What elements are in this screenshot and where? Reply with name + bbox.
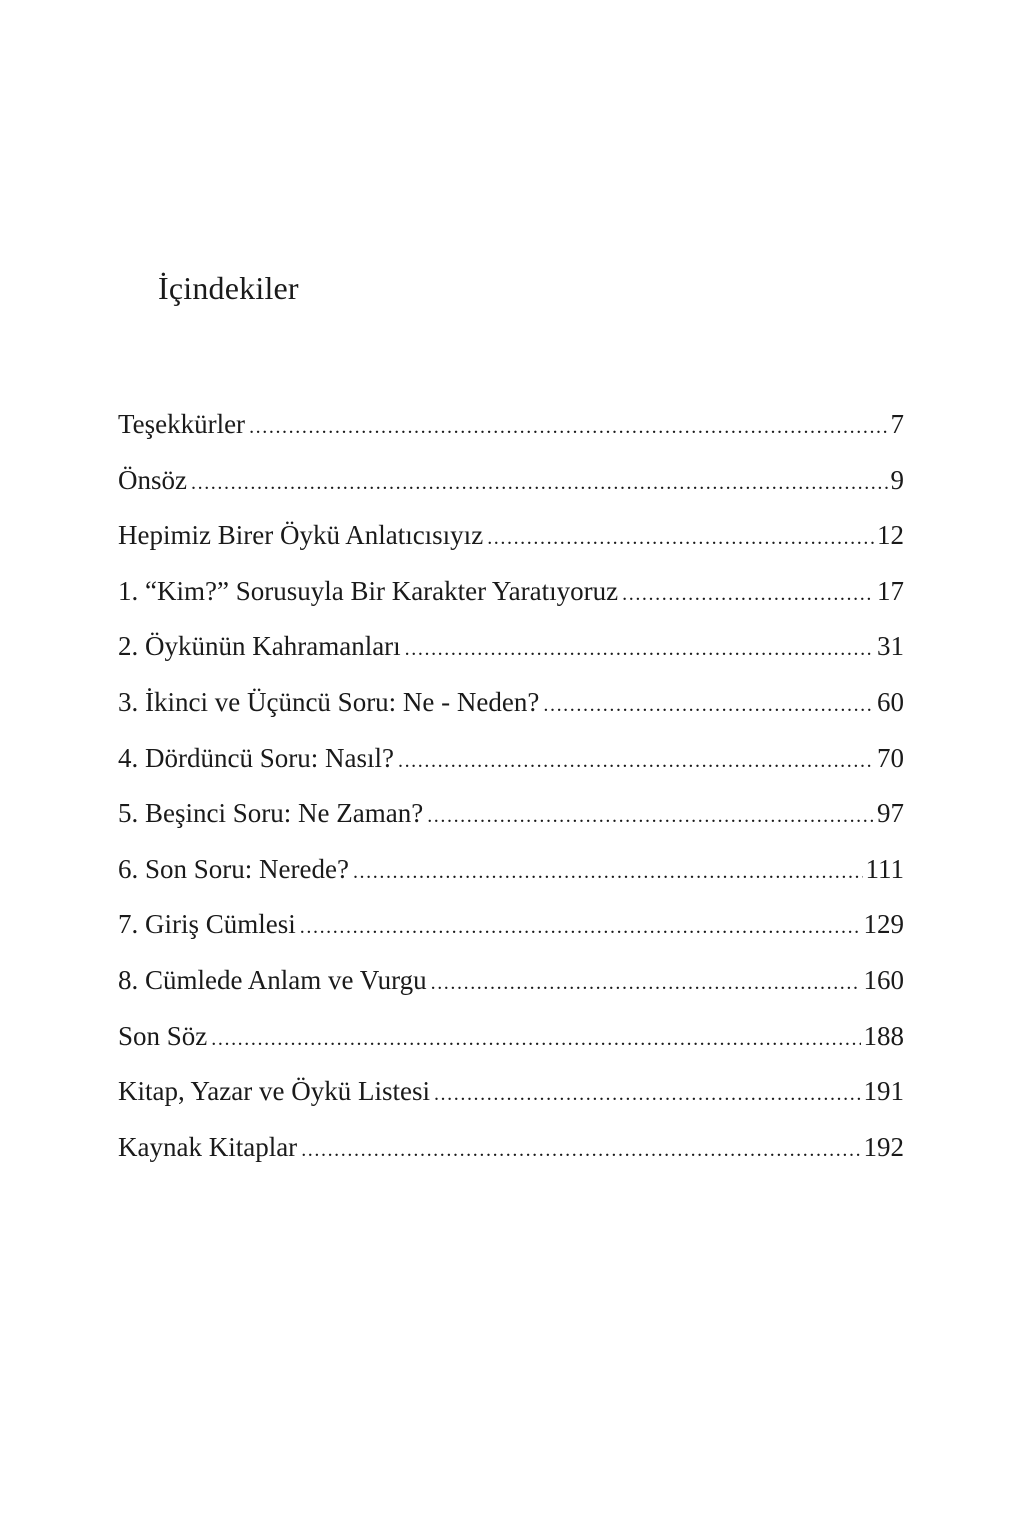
- dot-leader: [301, 1128, 860, 1172]
- toc-entry[interactable]: [118, 902, 904, 958]
- toc-entry-page: 60: [877, 686, 904, 717]
- dot-leader: [353, 850, 863, 894]
- toc-entry-page: 188: [863, 1020, 904, 1051]
- dot-leader: [398, 739, 874, 783]
- toc-entry-label: 5. Beşinci Soru: Ne Zaman?: [118, 798, 424, 829]
- toc-entry-page: 12: [877, 520, 904, 551]
- toc-entry[interactable]: [118, 791, 904, 847]
- dot-leader: [427, 794, 874, 838]
- toc-entry[interactable]: [118, 1014, 904, 1070]
- dot-leader: [543, 683, 874, 727]
- toc-entry-page: 70: [877, 742, 904, 773]
- toc-entry-page: 192: [863, 1131, 904, 1162]
- dot-leader: [211, 1017, 860, 1061]
- toc-entry[interactable]: [118, 513, 904, 569]
- dot-leader: [405, 627, 874, 671]
- dot-leader: [300, 905, 861, 949]
- toc-entry[interactable]: [118, 624, 904, 680]
- dot-leader: [434, 1072, 861, 1116]
- toc-entry-label: Kitap, Yazar ve Öykü Listesi: [118, 1076, 430, 1107]
- toc-entry[interactable]: [118, 1125, 904, 1181]
- toc-entry[interactable]: [118, 569, 904, 625]
- dot-leader: [622, 572, 874, 616]
- toc-entry-label: Son Söz: [118, 1020, 208, 1051]
- dot-leader: [249, 405, 887, 449]
- toc-entry[interactable]: [118, 847, 904, 903]
- toc-entry-label: 4. Dördüncü Soru: Nasıl?: [118, 742, 394, 773]
- dot-leader: [431, 961, 861, 1005]
- toc-entry-label: Teşekkürler: [118, 409, 246, 439]
- toc-entry-label: Hepimiz Birer Öykü Anlatıcısıyız: [118, 520, 484, 551]
- toc-entry-label: 8. Cümlede Anlam ve Vurgu: [118, 964, 427, 995]
- toc-entry[interactable]: [118, 680, 904, 736]
- toc-entry-label: 3. İkinci ve Üçüncü Soru: Ne - Neden?: [118, 686, 540, 717]
- toc-entry-page: 31: [877, 631, 904, 662]
- toc-entry-page: 129: [863, 909, 904, 940]
- toc-entry-page: 191: [863, 1076, 904, 1107]
- toc-entry[interactable]: [118, 458, 904, 514]
- toc-entry-page: 97: [877, 798, 904, 829]
- toc-entry-label: Önsöz: [118, 464, 187, 495]
- toc-entry-page: 17: [877, 575, 904, 606]
- toc-entry[interactable]: [118, 736, 904, 792]
- toc-entry-label: 2. Öykünün Kahramanları: [118, 631, 401, 662]
- page-title: İçindekiler: [158, 270, 299, 306]
- toc-entry-page: 7: [890, 409, 904, 439]
- toc-entry-label: 1. “Kim?” Sorusuyla Bir Karakter Yaratıyoruz: [118, 575, 619, 606]
- toc-entry-label: Kaynak Kitaplar: [118, 1131, 298, 1162]
- table-of-contents: [118, 402, 904, 1180]
- toc-entry-page: 111: [865, 853, 904, 884]
- toc-entry[interactable]: [118, 402, 904, 458]
- toc-entry[interactable]: [118, 958, 904, 1014]
- toc-entry-page: 160: [863, 964, 904, 995]
- dot-leader: [487, 516, 874, 560]
- toc-entry-label: 7. Giriş Cümlesi: [118, 909, 296, 940]
- dot-leader: [191, 461, 888, 505]
- toc-entry[interactable]: [118, 1069, 904, 1125]
- toc-entry-page: 9: [890, 464, 904, 495]
- toc-entry-label: 6. Son Soru: Nerede?: [118, 853, 349, 884]
